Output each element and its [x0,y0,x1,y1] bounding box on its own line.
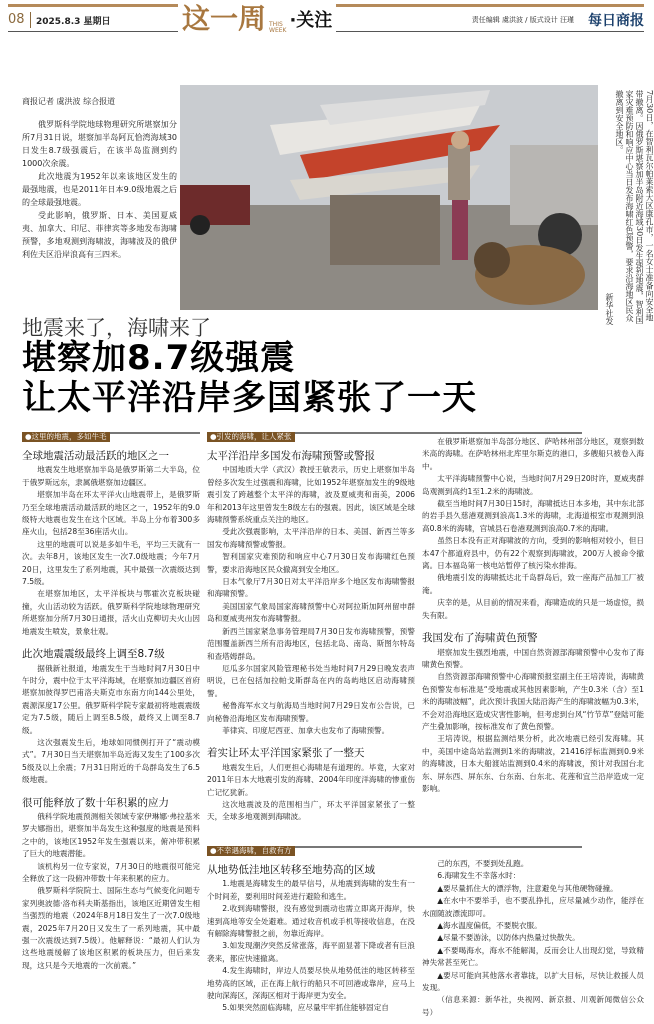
paragraph: 厄瓜多尔国家风险管理秘书处当地时间7月29日晚发表声明说，已在包括加拉帕戈斯群岛在内的岛屿地区启动海啸预警。 [207,663,415,698]
editors-credit: 责任编辑 虞洪波 / 版式设计 汪瑾 [471,16,574,24]
intro-paragraph: 此次地震为1952年以来该地区发生的最强地震，也是2011年日本9.0级地震之后的全球最强地震。 [22,172,177,207]
paragraph: 中国地质大学（武汉）教授王敏表示，历史上堪察加半岛曾经多次发生过强震和海啸，比如1952年堪察加发生的9级地震引发了跨越整个太平洋的海啸，波及夏威夷和南美，2006年和2013年这里曾发生8级左右的强震。因此，该区域是全球海啸预警系统重点关注的地区。 [207,465,415,525]
paragraph: 自然资源部海啸预警中心海啸预报室副主任王培涛说，海啸黄色预警发布标准是“受地震或其他因素影响，产生0.3米（含）至1米的海啸波幅”，此次预计我国大陆沿海产生的海啸波幅为0.3米，不会对沿海地区造成灾害性影响，但考虑到台风“竹节草”登陆可能产生叠加影响，按标准发布了黄色预警。 [422,672,644,731]
spacer [22,638,200,642]
brand-title: 这一周 [182,2,267,35]
paragraph: 新西兰国家紧急事务管理局7月30日发布海啸预警，预警范围覆盖新西兰所有沿海地区，包括北岛、南岛、斯图尔特岛和查塔姆群岛。 [207,626,415,661]
paragraph: 堪察加发生强烈地震，中国自然资源部海啸预警中心发布了海啸黄色预警。 [422,647,644,669]
subheading: 此次地震震级最终上调至8.7级 [22,648,165,661]
subheading: 太平洋沿岸多国发布海啸预警或警报 [207,450,375,462]
paragraph: 堪察加半岛在环太平洋火山地震带上，是俄罗斯乃至全球地震活动最活跃的地区之一，1952年的9.0级特大地震也发生在这个区域。半岛上分布着300多座火山，包括28至36座活火山。 [22,490,200,537]
photo-caption [604,90,654,325]
paragraph: ▲海水温度偏低，不要脱衣服。 [437,921,542,931]
paragraph: ▲要尽量抓住大的漂浮物，注意避免与其他硬物碰撞。 [437,883,618,893]
section-label: ●不幸遇海啸，自救有方 [207,846,295,856]
section-bar [207,424,582,441]
paragraph: 地震发生后，人们更担心海啸是有道理的。毕竟，大家对2011年日本大地震引发的海啸、2004年印度洋海啸的惨重伤亡记忆犹新。 [207,762,415,797]
paragraph: 日本气象厅7月30日对太平洋沿岸多个地区发布海啸警报和海啸预警。 [207,577,415,599]
paragraph: 俄罗斯科学院院士、国际生态与气候变化问题专家列奥波德·洛布科夫斯基指出，该地区近期曾发生相当强烈的地震（2024年8月18日发生了一次7.0级地震，2025年7月20日又发生了一系列地震，其中最强一次震级达到7.5级）。他解释说：“最初人们认为这些地震缓解了该地区积累的板块压力，但后来发现，这只是今天地震的一次前震。” [22,886,200,970]
page-number: 08 [8,12,25,27]
article-column [207,444,415,828]
page-header [8,2,644,35]
divider [30,12,31,28]
intro-text [22,118,177,261]
subheading: 着实让环太平洋国家紧张了一整天 [207,747,365,760]
paragraph: 王培涛说，根据监测结果分析，此次地震已经引发海啸。其中，美国中途岛站监测到1米的海啸波，21416浮标监测到0.9米的海啸波，日本大船渡站监测到0.4米的海啸波，预计对我国台北东、屏东西、屏东东、台东南、台东北、花莲和宜兰沿岸造成一定影响。 [422,734,644,793]
paragraph: 菲律宾、印度尼西亚、加拿大也发布了海啸预警。 [222,725,390,735]
paragraph: 俄地震引发的海啸抵达北千岛群岛后，致一座海产品加工厂被淹。 [422,573,644,595]
paragraph: 己的东西，不要到处乱跑。 [437,859,529,868]
news-photo [180,85,598,310]
paragraph: 2.收到海啸警报，没有感觉到震动也需立即离开海岸，快速到高地等安全处避难。通过收音机或手机等接收信息，在没有解除海啸警报之前，勿靠近海岸。 [207,904,415,939]
kicker: 地震来了，海啸来了 [22,316,211,340]
spacer [422,622,644,626]
paragraph: 该机构另一位专家说，7月30日的地震很可能完全释放了这一段俯冲带数十年来积累的应力。 [22,861,200,883]
paragraph: 智利国家灾难预防和响应中心7月30日发布海啸红色预警，要求沿海地区民众撤离到安全地区。 [207,552,415,574]
paragraph: ▲尽量不要游泳，以防体内热量过快散失。 [437,933,580,943]
spacer [422,795,644,799]
paragraph: 虽然日本没有正对海啸波的方向，受到的影响相对较小，但日本47个都道府县中，仍有22个观察到海啸波，200万人被命令撤离。日本福岛第一核电站暂停了核污染水排海。 [422,536,644,571]
brand-en-1: THIS [269,21,283,28]
spacer [207,1015,415,1019]
headline-line-1: 堪察加8.7级强震 [22,338,296,378]
spacer [207,824,415,828]
section-bar [207,838,582,855]
article-column [422,436,644,799]
spacer [207,737,415,741]
subheading: 全球地震活动最活跃的地区之一 [22,450,169,462]
paragraph: 地震发生地堪察加半岛是俄罗斯第二大半岛，位于俄罗斯远东，隶属俄堪察加边疆区。 [22,465,200,487]
brand-en [269,22,286,34]
paragraph: ▲不要喝海水，海水不能解渴，反而会让人出现幻觉，导致精神失常甚至死亡。 [422,945,644,968]
paragraph: 这里的地震可以说是多如牛毛，平均三天就有一次。去年8月，该地区发生一次7.0级地震；今年7月20日，这里发生了系列地震，其中最强一次震级达到7.5级。 [22,539,200,587]
paragraph: ▲在水中不要举手，也不要乱挣扎，应尽量减少动作，能浮在水面随波漂流即可。 [422,896,644,918]
paragraph: 俄科学院地震预测相关领域专家伊琳娜·弗拉基米罗夫娜指出，堪察加半岛发生这种强度的地震是预料之中的，该地区1952年发生强震以来，俯冲带积累了巨大的地震潜能。 [22,811,200,859]
paragraph: （信息来源：新华社，央视网、新京报、川观新闻微信公众号） [422,995,644,1017]
paragraph: ▲要尽可能向其他落水者靠拢，以扩大目标，尽快让救援人员发现。 [422,970,644,993]
spacer [22,787,200,791]
section-label: ●这里的地震，多如牛毛 [22,432,110,442]
paragraph: 太平洋海啸预警中心说，当地时间7月29日20时许，夏威夷群岛观测到高约1至1.2米的海啸波。 [422,474,644,496]
section-bar [22,424,200,441]
article-column [207,858,415,1019]
intro-paragraph: 受此影响，俄罗斯、日本、美国夏威夷、加拿大、印尼、菲律宾等多地发布海啸预警，多地观测到海啸波，海啸波及的俄伊利佐夫区沿岸浪高有三四米。 [22,211,177,259]
photo-credit: 新华社发 [605,293,614,325]
spacer [22,972,200,976]
subheading: 我国发布了海啸黄色预警 [422,632,538,645]
paragraph: 在堪察加地区，太平洋板块与鄂霍次克板块碰撞，火山活动较为活跃。俄罗斯科学院地球物理研究所堪察加分所7月30日通报，活火山克柳切夫火山因地震发生喷发，景象壮观。 [22,589,200,636]
subheading: 很可能释放了数十年积累的应力 [22,796,169,809]
paragraph: 据俄新社报道，地震发生于当地时间7月30日中午时分，震中位于太平洋海域，在堪察加边疆区首府堪察加彼得罗巴甫洛夫斯克市东南方向144公里处，震源深度17公里。俄罗斯科学院专家最初将地震震级定为7.5级，随后上调至8.5级，最终又上调至8.7级。 [22,663,200,735]
section-label: ●引发的海啸，让人紧张 [207,432,295,442]
headline-line-2: 让太平洋沿岸多国紧张了一天 [22,378,477,418]
caption-text: 7月30日，在智利瓦尔帕莱索大区康孔市，一名女士准备向安全地带撤离。因俄罗斯堪察加半岛附近海域30日发生强烈地震，智利国家灾难预防和响应中心当日发布海啸红色预警，要求沿海地区民众撤离到安全地区。 [615,90,654,325]
paragraph: 这次强震发生后，地球如同惯例打开了“震动模式”。7月30日当天堪察加半岛近海又发生了100多次5级及以上余震；7月31日附近的千岛群岛发生了6.5级地震。 [22,737,200,785]
paragraph: 受此次强震影响，太平洋沿岸的日本、美国、新西兰等多国发布海啸预警或警报。 [207,527,415,549]
paragraph: 秘鲁海军水文与航海局当地时间7月29日发布公告说，已向秘鲁沿海地区发布海啸预警。 [207,701,415,723]
paragraph: 5.如果突然面临海啸，应尽量牢牢抓住能够固定自 [222,1003,389,1013]
paragraph: 3.如发现潮汐突然反常涨落，海平面显著下降或者有巨浪袭来，都应快速撤离。 [207,941,415,963]
spacer [422,1019,644,1023]
paragraph: 美国国家气象局国家海啸预警中心对阿拉斯加阿州留申群岛和夏威夷州发布海啸警报。 [207,601,415,624]
paragraph: 在俄罗斯堪察加半岛部分地区、萨哈林州部分地区，观察到数米高的海啸。在萨哈林州北库里尔斯克的港口，多艘船只被卷入海中。 [422,437,644,471]
paragraph: 1.地震是海啸发生的最早信号，从地震到海啸的发生有一个时间差，要利用时间差进行避险和逃生。 [207,879,415,901]
section-name: ·关注 [289,10,333,31]
paragraph: 庆幸的是，从目前的情况来看，海啸造成的只是一场虚惊，损失有限。 [422,598,644,620]
brand-en-2: WEEK [269,27,287,34]
issue-date: 2025.8.3 星期日 [36,17,111,27]
paragraph: 这次地震波及的范围相当广，环太平洋国家紧张了一整天，全球多地观测到海啸波。 [207,799,415,822]
article-column [22,444,200,976]
subheading: 从地势低洼地区转移至地势高的区域 [207,864,375,876]
paragraph: 截至当地时间7月30日15时，海啸抵达日本多地，其中东北部的岩手县久慈港观测到浪高1.3米的海啸，北海道根室市观测到浪高0.8米的海啸，宫城县石卷港观测到浪高0.7米的海啸。 [422,499,644,533]
article-column [422,858,644,1023]
newspaper-logo: 每日商报 [588,13,644,29]
byline: 商报记者 虞洪波 综合报道 [22,97,116,106]
paragraph: 6.海啸发生不幸落水时： [437,871,521,881]
column-brand [178,4,336,34]
intro-paragraph: 俄罗斯科学院地球物理研究所堪察加分所7月31日说，堪察加半岛阿瓦恰湾海域30日发生8.7级强震后，在该半岛监测到约1000次余震。 [22,120,177,168]
paragraph: 4.发生海啸时，岸边人员要尽快从地势低洼的地区转移至地势高的区域，正在海上航行的船只不可回港或靠岸，应马上驶向深海区，深海区相对于海岸更为安全。 [207,966,415,1001]
